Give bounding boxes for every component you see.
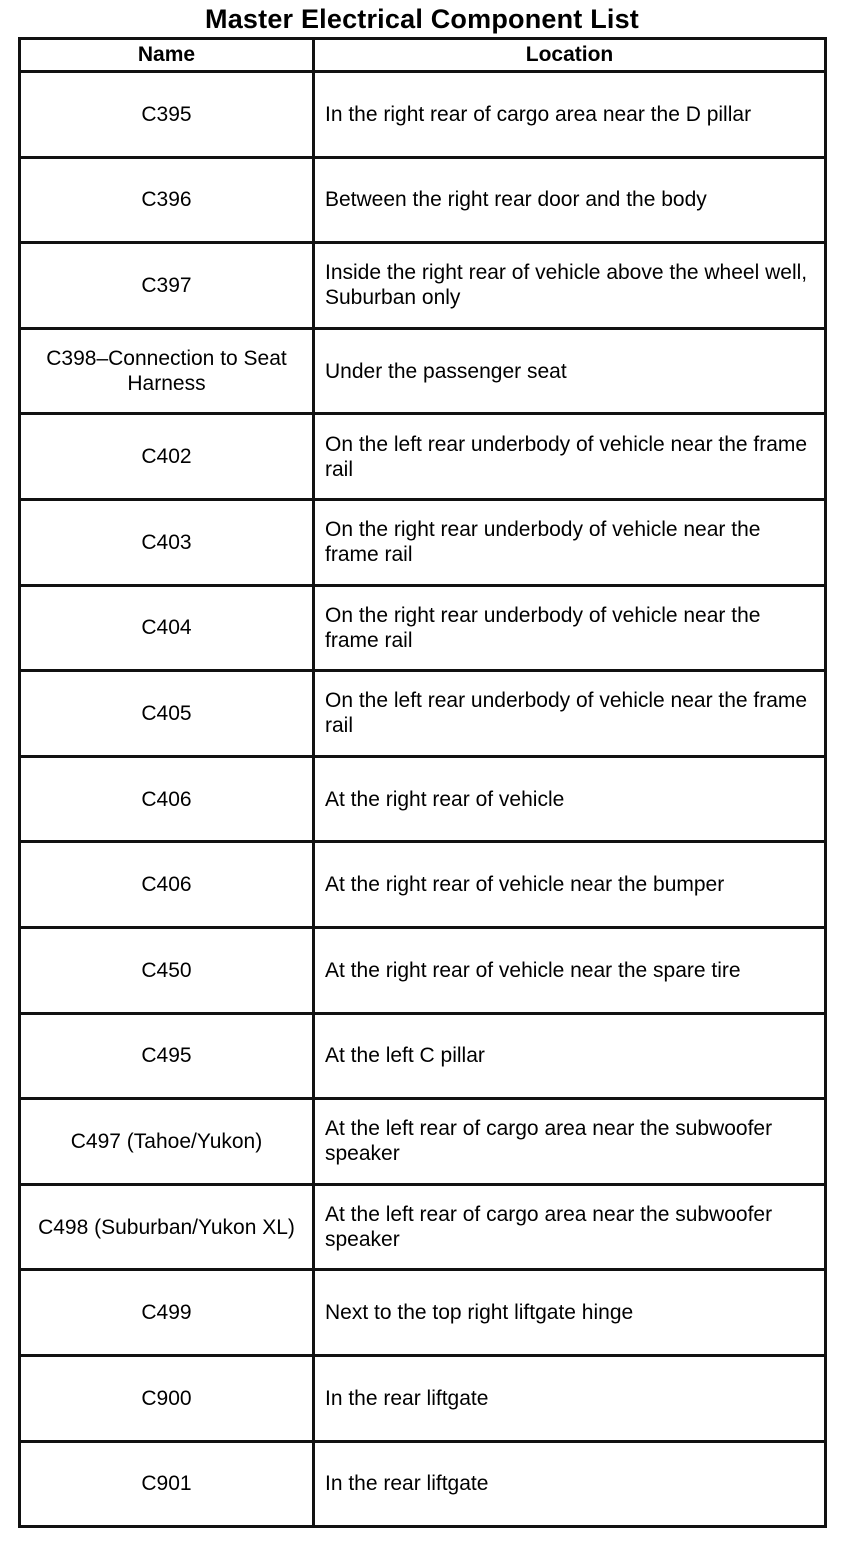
component-name-cell: C495 — [20, 1013, 314, 1099]
component-location-cell: Under the passenger seat — [314, 328, 826, 414]
table-row — [20, 1013, 826, 1099]
component-location-cell: In the rear liftgate — [314, 1355, 826, 1441]
component-name-cell: C395 — [20, 72, 314, 158]
component-location-cell: Between the right rear door and the body — [314, 157, 826, 243]
component-name-cell: C404 — [20, 585, 314, 671]
component-location-cell: Next to the top right liftgate hinge — [314, 1270, 826, 1356]
component-location-cell: At the right rear of vehicle — [314, 756, 826, 842]
component-location-cell: At the left rear of cargo area near the subwoofer speaker — [314, 1184, 826, 1270]
table-row — [20, 756, 826, 842]
table-row — [20, 72, 826, 158]
component-name-cell: C403 — [20, 499, 314, 585]
component-name-cell: C901 — [20, 1441, 314, 1527]
table-row — [20, 414, 826, 500]
table-row — [20, 157, 826, 243]
table-row — [20, 1099, 826, 1185]
component-location-cell: At the left C pillar — [314, 1013, 826, 1099]
table-row — [20, 1184, 826, 1270]
component-location-cell: At the right rear of vehicle near the spare tire — [314, 927, 826, 1013]
table-row — [20, 328, 826, 414]
component-table — [18, 37, 827, 1528]
table-row — [20, 1270, 826, 1356]
component-location-cell: At the right rear of vehicle near the bumper — [314, 842, 826, 928]
table-row — [20, 927, 826, 1013]
component-location-cell: On the left rear underbody of vehicle near the frame rail — [314, 671, 826, 757]
column-header-name: Name — [20, 39, 314, 72]
component-location-cell: On the right rear underbody of vehicle near the frame rail — [314, 585, 826, 671]
component-name-cell: C498 (Suburban/Yukon XL) — [20, 1184, 314, 1270]
table-header-row — [20, 39, 826, 72]
table-row — [20, 671, 826, 757]
component-location-cell: In the right rear of cargo area near the D pillar — [314, 72, 826, 158]
component-name-cell: C397 — [20, 243, 314, 329]
component-name-cell: C900 — [20, 1355, 314, 1441]
component-name-cell: C396 — [20, 157, 314, 243]
component-name-cell: C497 (Tahoe/Yukon) — [20, 1099, 314, 1185]
component-location-cell: At the left rear of cargo area near the subwoofer speaker — [314, 1099, 826, 1185]
component-name-cell: C406 — [20, 756, 314, 842]
component-name-cell: C402 — [20, 414, 314, 500]
component-name-cell: C450 — [20, 927, 314, 1013]
component-location-cell: On the left rear underbody of vehicle near the frame rail — [314, 414, 826, 500]
component-name-cell: C406 — [20, 842, 314, 928]
table-row — [20, 1355, 826, 1441]
component-location-cell: Inside the right rear of vehicle above the wheel well, Suburban only — [314, 243, 826, 329]
table-row — [20, 1441, 826, 1527]
component-name-cell: C398–Connection to Seat Harness — [20, 328, 314, 414]
component-location-cell: In the rear liftgate — [314, 1441, 826, 1527]
table-row — [20, 243, 826, 329]
table-row — [20, 842, 826, 928]
component-name-cell: C499 — [20, 1270, 314, 1356]
component-name-cell: C405 — [20, 671, 314, 757]
page-title: Master Electrical Component List — [205, 4, 639, 34]
table-row — [20, 585, 826, 671]
component-location-cell: On the right rear underbody of vehicle near the frame rail — [314, 499, 826, 585]
table-row — [20, 499, 826, 585]
column-header-location: Location — [314, 39, 826, 72]
